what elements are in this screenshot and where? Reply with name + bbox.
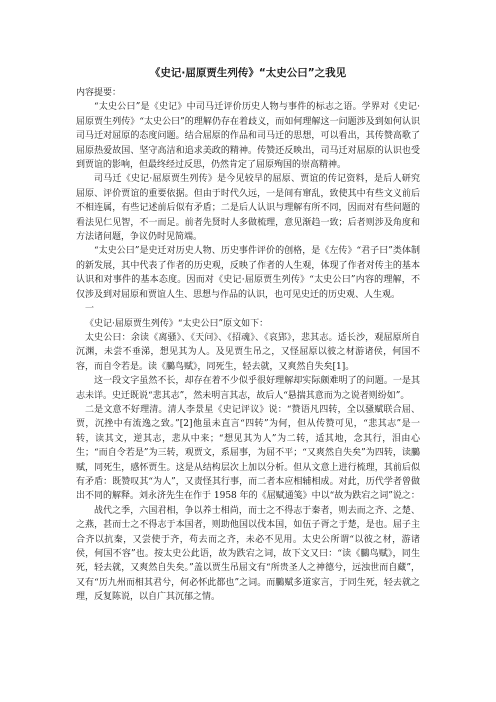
quote-paragraph: 太史公曰：余读《离骚》、《天问》、《招魂》、《哀郢》，悲其志。适长沙，观屈原所自沉渊，未尝不垂涕，想见其为人。及见贾生吊之，又怪屈原以彼之材游诸侯，何国不容，而自令若是。读《鵩鸟赋》，同死生，轻去就，又爽然自失矣[1]。 — [76, 332, 420, 372]
quote-paragraph: 战代之季，六国君相，争以养士相尚，而士之不得志于秦者，则去而之齐、之楚、之燕，甚而士之不得志于本国者，则助他国以伐本国，如伍子胥之于楚，是也。屈子主合齐以抗秦，又尝使于齐，苟去而之齐，未必不见用。太史公所谓“以彼之材，游诸侯，何国不容”也。按太史公此语，故为跌宕之词，故下文又曰：“读《鵩鸟赋》，同生死，轻去就，又爽然自失矣。”盖以贾生吊屈文有“所贵圣人之神德兮，远浊世而自藏”，又有“历九州而相其君兮，何必怀此都也”之词。而鵩赋多道家言，于同生死，轻去就之理，反复陈说，以自广其沉郁之情。 — [76, 505, 420, 603]
abstract-paragraph: “太史公曰”是《史记》中司马迁评价历史人物与事件的标志之语。学界对《史记·屈原贾生列传》“太史公曰”的理解仍存在着歧义，而如何理解这一问题涉及到如何认识司马迁对屈原的态度问题。结合屈原的作品和司马迁的思想，可以看出，其传赞高歌了屈原热爱故国、坚守高洁和追求美政的精神。传赞还反映出，司马迁对屈原的认识也受到贾谊的影响，但最终经过反思，仍然肯定了屈原殉国的崇高精神。 — [76, 102, 420, 171]
body-paragraph: 这一段文字虽然不长，却存在着不少似乎很好理解却实际颇难明了的问题。一是其志未详。史迁既说“悲其志”，然未明言其志，故后人“悬揣其意而为之说者则纷如”。 — [76, 376, 420, 401]
body-paragraph: 司马迁《史记·屈原贾生列传》是今见较早的屈原、贾谊的传记资料，是后人研究屈原、评价贾谊的重要依据。但由于时代久远，一是间有窜乱，致使其中有些文义前后不相连属，有些记述前后似有矛盾；二是后人认识与理解有所不同，因而对有些问题的看法见仁见智，不一而足。前者先贤时人多做梳理，意见渐趋一致；后者则涉及角度和方法诸问题，争议仍时见简端。 — [76, 174, 420, 243]
abstract-label: 内容提要： — [76, 88, 122, 98]
body-paragraph: 二是文意不好理清。清人李景星《史记评议》说：“赞语凡四转，全以骚赋联合屈、贾，沉挫中有流逸之致。”[2]他虽未直言“四转”为何，但从传赞可见，“悲其志”是一转，读其文，逆其志，悲从中来；“想见其为人”为二转，适其地，念其行，泪由心生；“而自令若是”为三转，观贾文，系屈事，为屈不平；“又爽然自失矣”为四转，读鵩赋，同死生，感怀贾生。这是从结构层次上加以分析。但从文意上进行梳理，其前后似有矛盾：既赞叹其“为人”，又责怪其行事，而二者本应相辅相成。对此，历代学者曾做出不同的解释。刘永济先生在作于 1958 年的《屈赋通笺》中以“故为跌宕之词”说之： — [76, 404, 420, 502]
section-heading: 一 — [85, 304, 95, 315]
body-paragraph: “太史公曰”是史迁对历史人物、历史事件评价的创格，是《左传》“君子曰”类体制的新发展，其中代表了作者的历史观，反映了作者的人生观，体现了作者对传主的基本认识和对事件的基本态度。因而对《史记·屈原贾生列传》“太史公曰”内容的理解，不仅涉及到对屈原和贾谊人生、思想与作品的认识，也可见史迁的历史观、人生观。 — [76, 246, 420, 300]
body-paragraph: 《史记·屈原贾生列传》“太史公曰”原文如下： — [85, 318, 269, 329]
document-body — [76, 86, 420, 605]
document-title: 《史记·屈原贾生列传》“太史公曰”之我见 — [149, 67, 347, 79]
